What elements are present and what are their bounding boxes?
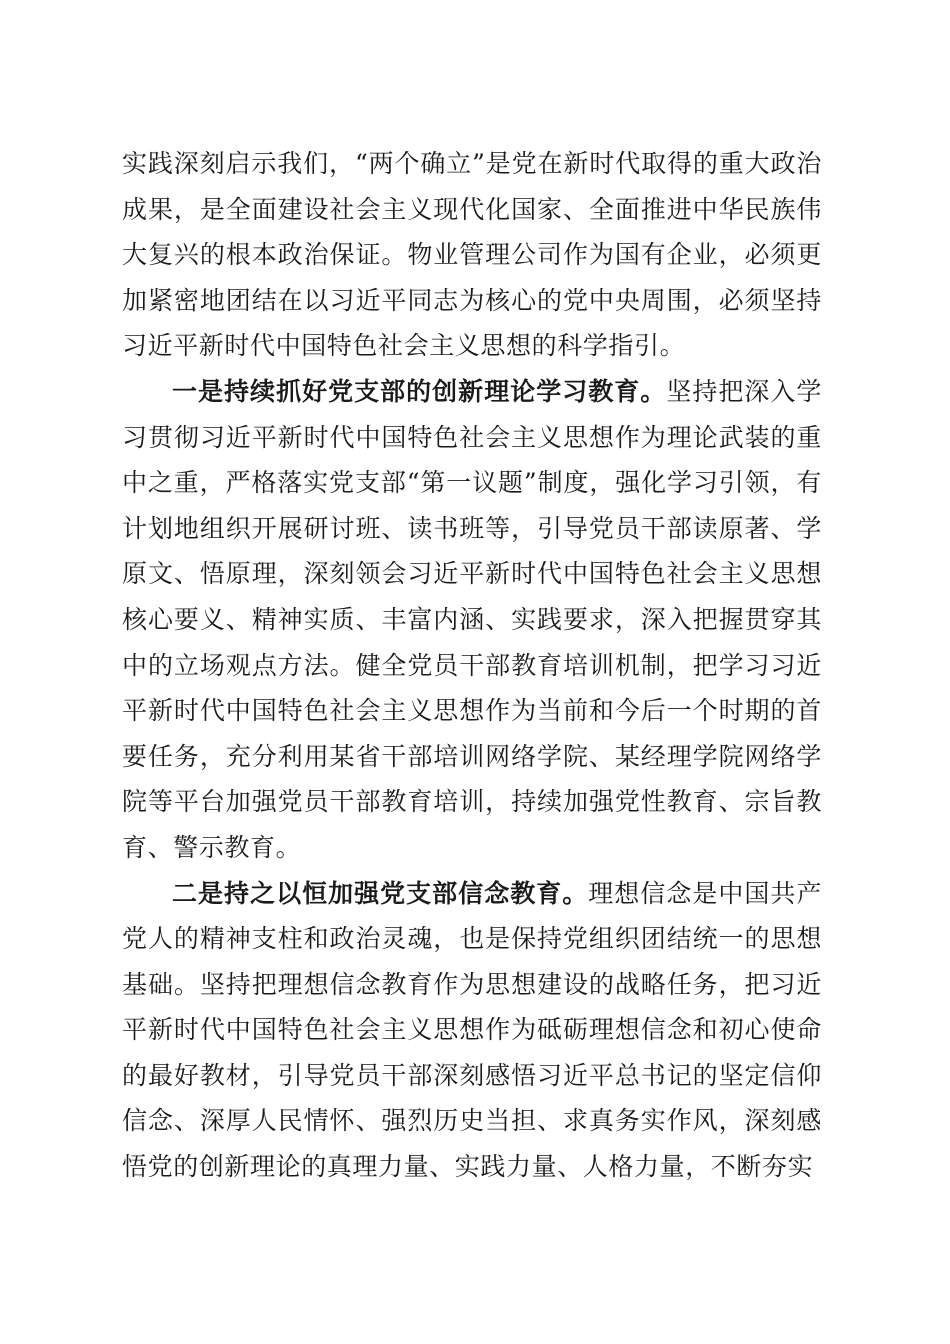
paragraph-intro-text: 实践深刻启示我们，“两个确立”是党在新时代取得的重大政治成果，是全面建设社会主义现代化国家、全面推进中华民族伟大复兴的根本政治保证。物业管理公司作为国有企业，必须更加紧密地团结在以习近平同志为核心的党中央周围，必须坚持习近平新时代中国特色社会主义思想的科学指引。	[122, 149, 822, 361]
paragraph-intro	[122, 141, 822, 369]
paragraph-point-two-text: 理想信念是中国共产党人的精神支柱和政治灵魂，也是保持党组织团结统一的思想基础。坚持把理想信念教育作为思想建设的战略任务，把习近平新时代中国特色社会主义思想作为砥砺理想信念和初心使命的最好教材，引导党员干部深刻感悟习近平总书记的坚定信仰信念、深厚人民情怀、强烈历史当担、求真务实作风，深刻感悟党的创新理论的真理力量、实践力量、人格力量，不断夯实	[122, 878, 822, 1182]
paragraph-point-two	[122, 871, 822, 1190]
paragraph-point-one	[122, 369, 822, 871]
paragraph-point-one-lead: 一是持续抓好党支部的创新理论学习教育。	[172, 376, 667, 406]
document-body	[122, 141, 822, 1190]
paragraph-point-two-lead: 二是持之以恒加强党支部信念教育。	[172, 878, 589, 908]
paragraph-point-one-text: 坚持把深入学习贯彻习近平新时代中国特色社会主义思想作为理论武装的重中之重，严格落实党支部“第一议题”制度，强化学习引领，有计划地组织开展研讨班、读书班等，引导党员干部读原著、学原文、悟原理，深刻领会习近平新时代中国特色社会主义思想核心要义、精神实质、丰富内涵、实践要求，深入把握贯穿其中的立场观点方法。健全党员干部教育培训机制，把学习习近平新时代中国特色社会主义思想作为当前和今后一个时期的首要任务，充分利用某省干部培训网络学院、某经理学院网络学院等平台加强党员干部教育培训，持续加强党性教育、宗旨教育、警示教育。	[122, 376, 822, 862]
